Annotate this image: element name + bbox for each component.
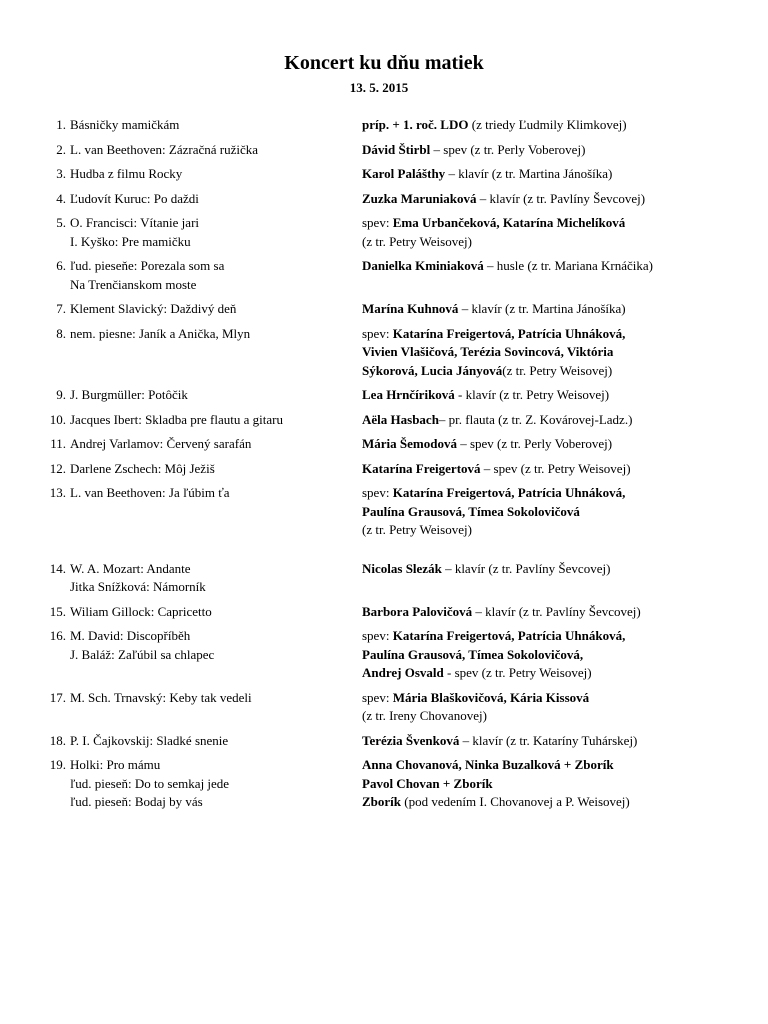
- performer-name: Sýkorová, Lucia Jányová: [362, 362, 503, 378]
- program-item: [0, 141, 768, 160]
- performers: [362, 460, 762, 479]
- performer-note: – klavír (z tr. Pavlíny Ševcovej): [472, 603, 641, 619]
- performer-line: [362, 689, 762, 708]
- item-number: 16.: [49, 628, 66, 643]
- composition-line: J. Burgmüller: Potôčik: [70, 387, 188, 402]
- program-item: [0, 603, 768, 622]
- program-item: [0, 411, 768, 430]
- program-item: [0, 325, 768, 381]
- performer-line: [362, 343, 762, 362]
- composition: [70, 411, 362, 430]
- composition: [70, 484, 362, 540]
- performer-line: [362, 362, 762, 381]
- performer-name: Nicolas Slezák: [362, 560, 442, 576]
- program-item: [0, 732, 768, 751]
- performers: [362, 689, 762, 726]
- performers: [362, 732, 762, 751]
- performers: [362, 190, 762, 209]
- program-item: [0, 116, 768, 135]
- composition-line: M. Sch. Trnavský: Keby tak vedeli: [70, 689, 252, 705]
- performer-name: Katarína Freigertová, Patrícia Uhnáková,: [392, 485, 626, 500]
- performer-name: Dávid Štirbl: [362, 141, 431, 157]
- performer-note: – spev (z tr. Perly Voberovej): [456, 436, 613, 451]
- performers: [362, 386, 762, 405]
- program-item: [0, 756, 768, 812]
- performer-name: Katarína Freigertová, Patrícia Uhnáková,: [392, 628, 626, 643]
- composition-line: P. I. Čajkovskij: Sladké snenie: [70, 732, 229, 748]
- performer-note: (pod vedením I. Chovanovej a P. Weisovej): [401, 794, 630, 809]
- program-item: [0, 560, 768, 597]
- program-item: [0, 214, 768, 251]
- item-number: 9.: [56, 387, 66, 402]
- performer-line: [362, 707, 762, 726]
- performers: [362, 560, 762, 597]
- composition-line: ľud. pieseň: Do to semkaj jede: [70, 775, 230, 791]
- composition-line: ľud. pieseňe: Porezala som sa: [70, 258, 225, 273]
- program-item: [0, 257, 768, 294]
- performer-name: Pavol Chovan + Zborík: [362, 775, 493, 791]
- composition-line: O. Francisci: Vítanie jari: [70, 215, 200, 230]
- composition-line: J. Baláž: Zaľúbil sa chlapec: [70, 646, 215, 662]
- composition: [70, 116, 362, 135]
- performer-name: Zborík: [362, 794, 402, 809]
- performer-line: [362, 141, 762, 160]
- performer-line: [362, 484, 762, 503]
- performer-note: – spev (z tr. Perly Voberovej): [430, 141, 586, 157]
- performer-line: [362, 775, 762, 794]
- performer-note: (z triedy Ľudmily Klimkovej): [468, 117, 627, 132]
- item-number: 2.: [56, 141, 66, 157]
- item-number: 19.: [49, 757, 66, 772]
- composition: [70, 435, 362, 454]
- composition: [70, 603, 362, 622]
- item-number: 13.: [49, 485, 66, 500]
- concert-date: 13. 5. 2015: [349, 80, 409, 95]
- performer-name: Paulína Grausová, Tímea Sokolovičová,: [362, 646, 584, 662]
- performer-name: Andrej Osvald: [362, 665, 444, 680]
- performer-note: – klavír (z tr. Martina Jánošíka): [445, 166, 613, 181]
- performers: [362, 484, 762, 540]
- performer-name: Katarína Freigertová, Patrícia Uhnáková,: [392, 325, 626, 341]
- performer-line: [362, 435, 762, 454]
- composition-line: Ľudovít Kuruc: Po daždi: [70, 190, 199, 206]
- performer-note: – klavír (z tr. Martina Jánošíka): [458, 301, 626, 316]
- composition-line: Jitka Snížková: Námorník: [70, 579, 206, 594]
- composition-line: Holki: Pro mámu: [70, 757, 161, 772]
- composition: [70, 190, 362, 209]
- performer-note: (z tr. Ireny Chovanovej): [362, 708, 487, 723]
- item-number: 3.: [56, 166, 66, 181]
- item-number: 7.: [56, 301, 66, 316]
- program-item: [0, 627, 768, 683]
- composition: [70, 732, 362, 751]
- page-title: Koncert ku dňu matiek: [284, 52, 484, 74]
- performers: [362, 141, 762, 160]
- composition-line: W. A. Mozart: Andante: [70, 560, 191, 576]
- program-item: [0, 386, 768, 405]
- item-number: 5.: [56, 215, 66, 230]
- composition: [70, 325, 362, 381]
- item-number: 14.: [49, 560, 66, 576]
- performer-line: [362, 386, 762, 405]
- performers: [362, 165, 762, 184]
- program-item: [0, 165, 768, 184]
- performer-line: [362, 560, 762, 579]
- performer-line: [362, 411, 762, 430]
- composition: [70, 756, 362, 812]
- performers: [362, 603, 762, 622]
- program-item: [0, 689, 768, 726]
- performer-name: Ema Urbančeková, Katarína Michelíková: [392, 215, 626, 230]
- item-number: 18.: [49, 732, 66, 748]
- composition-line: Wiliam Gillock: Capricetto: [70, 603, 212, 619]
- performer-name: Anna Chovanová, Ninka Buzalková + Zborík: [362, 757, 614, 772]
- composition: [70, 560, 362, 597]
- performer-line: [362, 214, 762, 233]
- composition: [70, 627, 362, 683]
- composition: [70, 689, 362, 726]
- performer-name: Zuzka Maruniaková: [362, 190, 477, 206]
- performers: [362, 411, 762, 430]
- performer-line: [362, 190, 762, 209]
- performer-note: spev:: [362, 215, 393, 230]
- performer-name: Terézia Švenková: [362, 732, 460, 748]
- performers: [362, 325, 762, 381]
- composition-line: L. van Beethoven: Ja ľúbim ťa: [70, 485, 230, 500]
- performer-name: Barbora Palovičová: [362, 603, 473, 619]
- performer-note: – klavír (z tr. Kataríny Tuhárskej): [459, 732, 638, 748]
- composition: [70, 460, 362, 479]
- item-number: 4.: [56, 190, 66, 206]
- performer-name: Mária Šemodová: [362, 436, 457, 451]
- item-number: 8.: [56, 325, 66, 341]
- composition-line: Básničky mamičkám: [70, 117, 180, 132]
- performer-name: Marína Kuhnová: [362, 301, 459, 316]
- performer-line: [362, 756, 762, 775]
- item-number: 17.: [49, 689, 66, 705]
- program-item: [0, 460, 768, 479]
- performer-line: [362, 116, 762, 135]
- performer-name: príp. + 1. roč. LDO: [362, 117, 469, 132]
- performer-note: spev:: [362, 689, 393, 705]
- composition-line: M. David: Discopříběh: [70, 628, 191, 643]
- composition: [70, 257, 362, 294]
- performers: [362, 257, 762, 294]
- performer-note: spev:: [362, 628, 393, 643]
- composition-line: ľud. pieseň: Bodaj by vás: [70, 794, 203, 809]
- performer-name: Mária Blaškovičová, Kária Kissová: [392, 689, 590, 705]
- performer-line: [362, 627, 762, 646]
- performer-note: – klavír (z tr. Pavlíny Ševcovej): [476, 190, 646, 206]
- performer-note: (z tr. Petry Weisovej): [362, 522, 472, 537]
- performer-note: – husle (z tr. Mariana Krnáčika): [483, 258, 654, 273]
- composition-line: nem. piesne: Janík a Anička, Mlyn: [70, 325, 251, 341]
- performer-note: spev:: [362, 485, 393, 500]
- performer-name: Lea Hrnčíriková: [362, 387, 455, 402]
- performer-note: (z tr. Petry Weisovej): [502, 362, 613, 378]
- program-item: [0, 435, 768, 454]
- composition: [70, 214, 362, 251]
- program-item: [0, 190, 768, 209]
- composition-line: L. van Beethoven: Zázračná ružička: [70, 141, 259, 157]
- program-list: [0, 116, 768, 812]
- performer-note: – pr. flauta (z tr. Z. Kovárovej-Ladz.): [438, 411, 633, 427]
- performer-name: Vivien Vlašičová, Terézia Sovincová, Viktória: [362, 344, 614, 359]
- performer-note: – klavír (z tr. Pavlíny Ševcovej): [441, 560, 611, 576]
- performer-note: spev:: [362, 325, 393, 341]
- performer-note: - spev (z tr. Petry Weisovej): [443, 665, 592, 680]
- performer-line: [362, 793, 762, 812]
- performers: [362, 300, 762, 319]
- performer-line: [362, 325, 762, 344]
- performers: [362, 116, 762, 135]
- performer-name: Paulína Grausová, Tímea Sokolovičová: [362, 503, 580, 519]
- performer-line: [362, 165, 762, 184]
- performer-line: [362, 233, 762, 252]
- performer-line: [362, 603, 762, 622]
- performer-line: [362, 664, 762, 683]
- composition-line: Jacques Ibert: Skladba pre flautu a gitaru: [70, 411, 283, 427]
- performer-line: [362, 257, 762, 276]
- performers: [362, 214, 762, 251]
- composition: [70, 386, 362, 405]
- program-item: [0, 300, 768, 319]
- performer-line: [362, 503, 762, 522]
- composition: [70, 141, 362, 160]
- composition-line: Andrej Varlamov: Červený sarafán: [70, 436, 252, 451]
- composition-line: Hudba z filmu Rocky: [70, 166, 183, 181]
- performer-name: Katarína Freigertová: [362, 460, 481, 476]
- item-number: 6.: [56, 258, 66, 273]
- item-number: 12.: [49, 460, 66, 476]
- performer-note: (z tr. Petry Weisovej): [362, 233, 472, 249]
- performer-line: [362, 300, 762, 319]
- composition: [70, 165, 362, 184]
- performer-name: Aëla Hasbach: [362, 411, 439, 427]
- composition-line: Darlene Zschech: Môj Ježiš: [70, 460, 215, 476]
- performers: [362, 627, 762, 683]
- composition-line: Klement Slavický: Daždivý deň: [70, 301, 237, 316]
- performer-line: [362, 646, 762, 665]
- performers: [362, 756, 762, 812]
- item-number: 11.: [50, 436, 66, 451]
- composition: [70, 300, 362, 319]
- item-number: 15.: [49, 603, 66, 619]
- performer-name: Karol Palášthy: [362, 166, 446, 181]
- performer-line: [362, 521, 762, 540]
- composition-line: I. Kyško: Pre mamičku: [70, 233, 191, 249]
- item-number: 10.: [49, 411, 66, 427]
- performer-note: - klavír (z tr. Petry Weisovej): [454, 387, 610, 402]
- performer-note: – spev (z tr. Petry Weisovej): [480, 460, 631, 476]
- item-number: 1.: [56, 117, 66, 132]
- performer-name: Danielka Kminiaková: [362, 258, 484, 273]
- performer-line: [362, 460, 762, 479]
- program-item: [0, 484, 768, 540]
- performer-line: [362, 732, 762, 751]
- composition-line: Na Trenčianskom moste: [70, 276, 197, 292]
- performers: [362, 435, 762, 454]
